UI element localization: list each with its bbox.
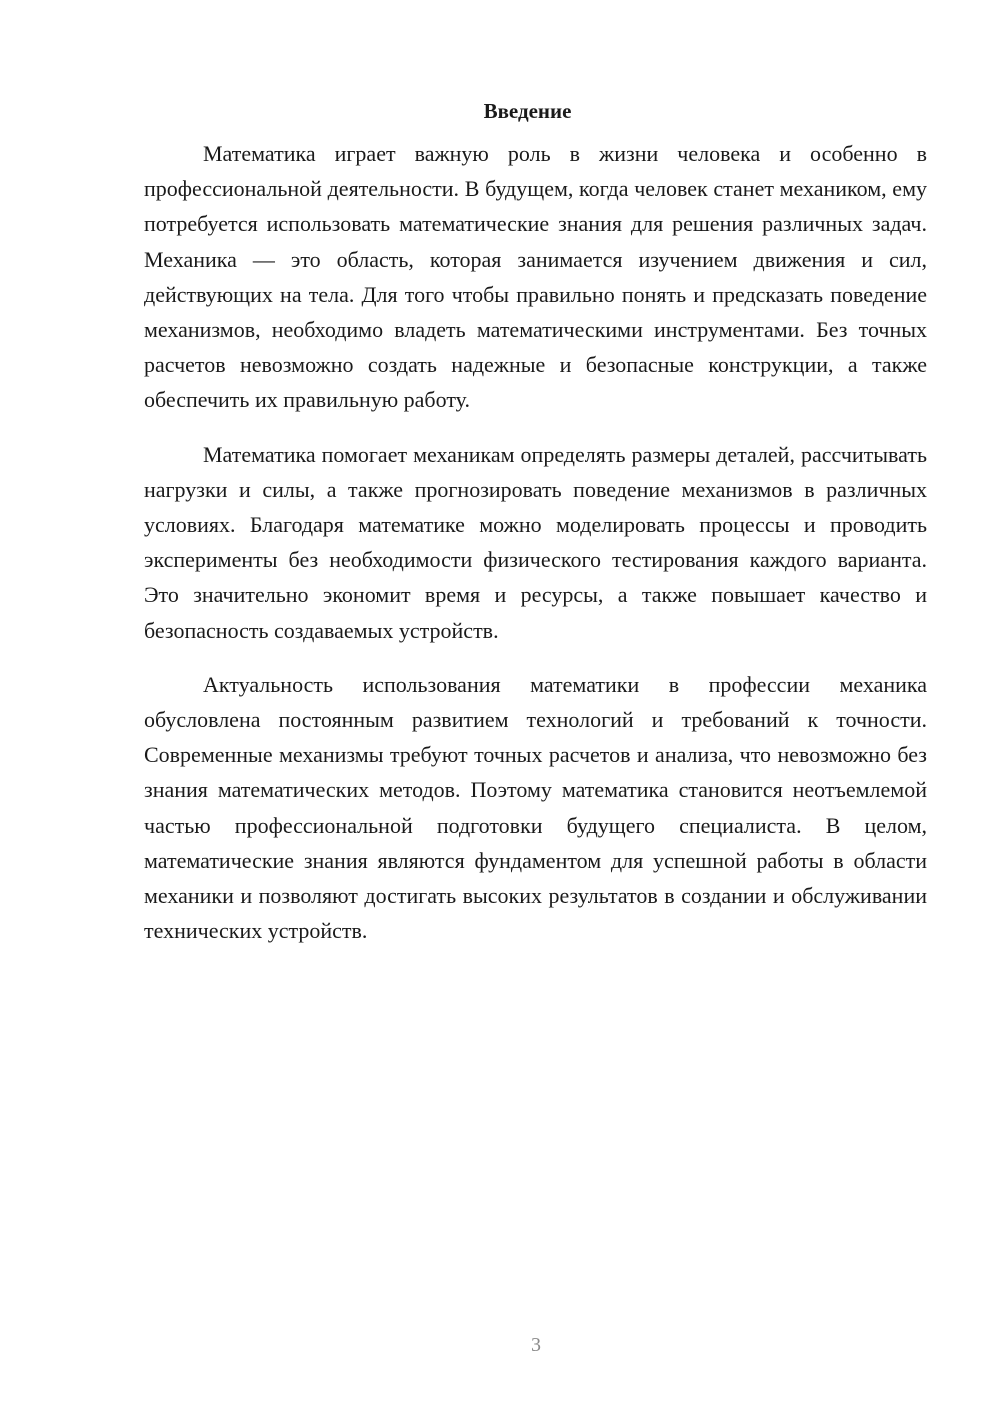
- paragraph-1: Математика играет важную роль в жизни человека и особенно в профессиональной деятельности. В будущем, когда человек станет механиком, ему потребуется использовать математические знания для решения различных задач. Механика — это область, которая занимается изучением движения и сил, действующих на тела. Для того чтобы правильно понять и предсказать поведение механизмов, необходимо владеть математическими инструментами. Без точных расчетов невозможно создать надежные и безопасные конструкции, а также обеспечить их правильную работу.: [144, 141, 927, 413]
- page-number: 3: [531, 1334, 541, 1356]
- section-title-text: Введение: [483, 99, 572, 123]
- section-title: [144, 94, 927, 129]
- paragraph-2: Математика помогает механикам определять размеры деталей, рассчитывать нагрузки и силы, а также прогнозировать поведение механизмов в различных условиях. Благодаря математике можно моделировать процессы и проводить эксперименты без необходимости физического тестирования каждого варианта. Это значительно экономит время и ресурсы, а также повышает качество и безопасность создаваемых устройств.: [144, 441, 927, 643]
- paragraph-3: Актуальность использования математики в профессии механика обусловлена постоянным развитием технологий и требований к точности. Современные механизмы требуют точных расчетов и анализа, что невозможно без знания математических методов. Поэтому математика становится неотъемлемой частью профессиональной подготовки будущего специалиста. В целом, математические знания являются фундаментом для успешной работы в области механики и позволяют достигать высоких результатов в создании и обслуживании технических устройств.: [144, 671, 927, 944]
- page-content: [144, 94, 927, 948]
